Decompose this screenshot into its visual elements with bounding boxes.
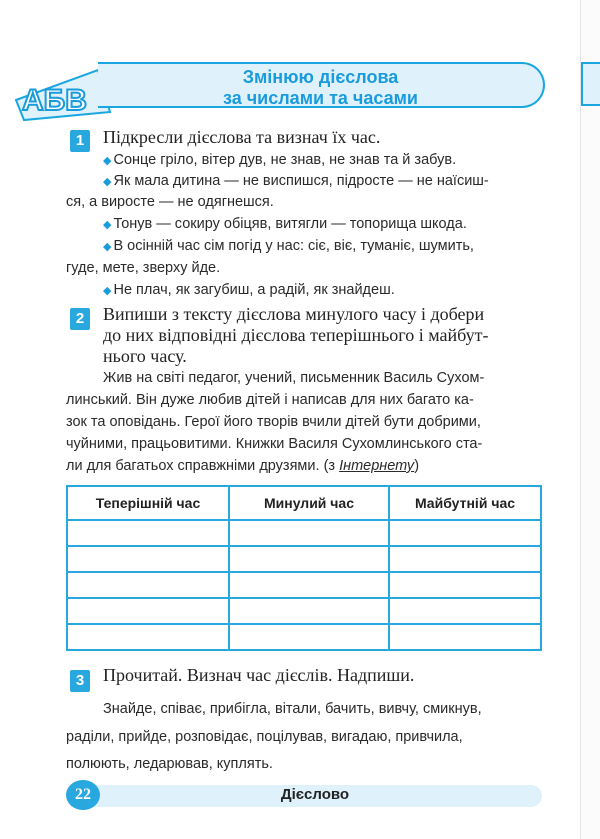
table-cell[interactable]: [389, 598, 541, 624]
task-2-text-line: зок та оповідань. Герої його творів вчили дітей бути добрими,: [66, 414, 481, 430]
task-1-line: ся, а виросте — не одягнешся.: [66, 194, 274, 210]
source-note: (з Інтернету): [323, 458, 420, 474]
task-3-line: Знайде, співає, прибігла, вітали, бачить, вивчу, смикнув,: [103, 701, 482, 717]
table-cell[interactable]: [67, 546, 229, 572]
task-1-line: ◆ Тонув — сокиру обіцяв, витягли — топорища шкода.: [103, 216, 467, 232]
table-cell[interactable]: [67, 624, 229, 650]
next-page-title-stub: [581, 62, 600, 106]
bullet-icon: ◆: [103, 219, 112, 231]
task-2-instruction-line: до них відповідні дієслова теперішнього і майбут-: [103, 325, 489, 345]
task-2-text-line: линський. Він дуже любив дітей і написав для них багато ка-: [66, 392, 474, 408]
page-number: 22: [66, 780, 100, 810]
column-header-future: Майбутній час: [389, 486, 541, 520]
next-page-edge: [580, 0, 600, 839]
table-row: [67, 520, 541, 546]
task-2-text-line: Жив на світі педагог, учений, письменник Василь Сухом-: [103, 370, 485, 386]
table-cell[interactable]: [389, 624, 541, 650]
footer-bar: [88, 785, 542, 807]
section-title: Дієслово: [280, 786, 350, 803]
task-1-line: ◆ Сонце гріло, вітер дув, не знав, не знав та й забув.: [103, 152, 457, 168]
task-1-number: 1: [70, 130, 90, 152]
table-cell[interactable]: [67, 572, 229, 598]
task-2-text-line: ли для багатьох справжніми друзями. (з Інтернету): [66, 458, 420, 474]
task-2-instruction-line: Випиши з тексту дієслова минулого часу і добери: [103, 304, 485, 324]
column-header-past: Минулий час: [229, 486, 389, 520]
page-title-line2: за числами та часами: [223, 88, 418, 108]
column-header-present: Теперішній час: [67, 486, 229, 520]
bullet-icon: ◆: [103, 241, 112, 253]
table-cell[interactable]: [389, 520, 541, 546]
table-cell[interactable]: [229, 624, 389, 650]
table-row: [67, 572, 541, 598]
table-cell[interactable]: [229, 598, 389, 624]
table-row: [67, 624, 541, 650]
table-cell[interactable]: [389, 546, 541, 572]
task-3-line: раділи, прийде, розповідає, поцілував, вигадаю, привчила,: [66, 729, 463, 745]
table-cell[interactable]: [229, 546, 389, 572]
task-2-number: 2: [70, 308, 90, 330]
bullet-icon: ◆: [103, 155, 112, 167]
bullet-icon: ◆: [103, 285, 112, 297]
task-3-number: 3: [70, 670, 90, 692]
task-1-line: ◆ Не плач, як загубиш, а радій, як знайдеш.: [103, 282, 395, 298]
task-2-text-line: чуйними, працьовитими. Книжки Василя Сухомлинського ста-: [66, 436, 483, 452]
bullet-icon: ◆: [103, 176, 112, 188]
task-1-instruction: Підкресли дієслова та визнач їх час.: [103, 127, 381, 147]
task-1-line: ◆ В осінній час сім погід у нас: сіє, віє, туманіє, шумить,: [103, 238, 474, 254]
table-cell[interactable]: [67, 520, 229, 546]
task-1-line: ◆ Як мала дитина — не виспишся, підросте — не наїсиш-: [103, 173, 489, 189]
task-2-instruction-line: нього часу.: [103, 346, 187, 366]
tense-table: [66, 485, 542, 651]
svg-text:АБВ: АБВ: [22, 84, 87, 117]
title-bar: [98, 62, 545, 108]
table-cell[interactable]: [229, 520, 389, 546]
task-3-line: полюють, ледарював, куплять.: [66, 756, 273, 772]
page-title-line1: Змінюю дієслова: [242, 67, 399, 87]
task-3-instruction: Прочитай. Визнач час дієслів. Надпиши.: [103, 665, 415, 685]
table-cell[interactable]: [229, 572, 389, 598]
table-header-row: [67, 486, 541, 520]
table-row: [67, 546, 541, 572]
task-1-line: гуде, мете, зверху йде.: [66, 260, 221, 276]
table-cell[interactable]: [67, 598, 229, 624]
table-cell[interactable]: [389, 572, 541, 598]
table-row: [67, 598, 541, 624]
